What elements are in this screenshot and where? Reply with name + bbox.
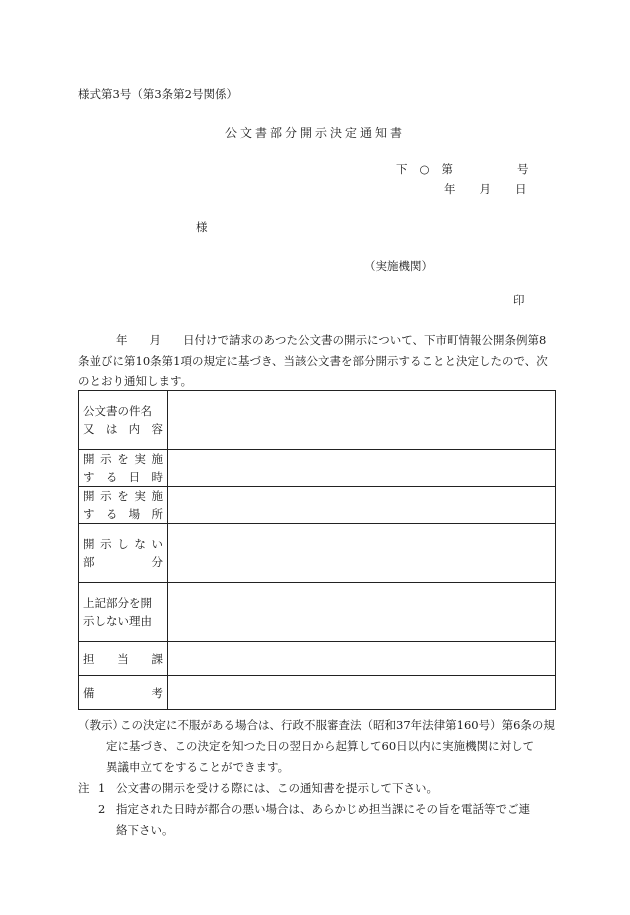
- label-line: [83, 420, 163, 438]
- notes-section: [78, 715, 558, 841]
- date-day: 日: [515, 182, 527, 196]
- label-char: る: [105, 470, 118, 484]
- recipient-honorific: 様: [196, 220, 208, 234]
- note-number: 2: [98, 802, 106, 816]
- label-department-in-charge: [79, 642, 168, 676]
- label-char: い: [151, 537, 163, 551]
- table-row: [79, 450, 556, 487]
- label-char: 当: [117, 651, 129, 666]
- instruction-line-3: 異議申立てをすることができます。: [106, 760, 290, 774]
- date-month: 月: [479, 182, 491, 196]
- label-char: 又: [83, 422, 95, 436]
- label-char: 容: [151, 422, 163, 436]
- table-row: [79, 676, 556, 710]
- reference-dai: 第: [441, 162, 454, 176]
- label-char: 備: [83, 685, 95, 700]
- label-char: を: [117, 489, 129, 503]
- value-document-subject[interactable]: [168, 391, 556, 450]
- instruction-head: （教示）: [78, 718, 124, 732]
- label-char: 部: [83, 555, 95, 569]
- label-char: は: [105, 422, 118, 436]
- label-char: 開: [83, 537, 95, 551]
- table-row: [79, 642, 556, 676]
- implementing-agency: （実施機関）: [364, 259, 433, 273]
- label-char: 施: [151, 452, 163, 466]
- table-row: [79, 391, 556, 450]
- label-char: 開: [83, 489, 95, 503]
- label-char: 所: [151, 507, 163, 521]
- label-char: 担: [83, 651, 95, 666]
- note-text-continued: 絡下さい。: [116, 823, 174, 837]
- label-char: 考: [151, 685, 163, 700]
- table-row: [79, 487, 556, 524]
- body-paragraph: [78, 330, 553, 392]
- label-char: す: [83, 470, 95, 484]
- seal-mark: 印: [513, 293, 525, 307]
- label-char: 実: [134, 452, 146, 466]
- label-char: 内: [128, 422, 141, 436]
- label-char: な: [134, 537, 146, 551]
- label-nondisclosure-reason: [79, 583, 168, 642]
- label-char: す: [83, 507, 95, 521]
- body-text: 日付けで請求のあつた公文書の開示について、下市町情報公開条例第8条並びに第10条第1項の規定に基づき、当該公文書を部分開示することと決定したので、次のとおり通知します。: [78, 333, 548, 388]
- label-char: 示: [100, 537, 112, 551]
- label-line: [83, 487, 163, 505]
- label-line: [83, 553, 163, 571]
- label-char: 時: [151, 470, 163, 484]
- label-char: 示: [100, 452, 112, 466]
- label-line: [83, 468, 163, 486]
- label-char: 実: [134, 489, 146, 503]
- label-undisclosed-part: [79, 524, 168, 583]
- label-char: し: [117, 537, 129, 551]
- value-disclosure-place[interactable]: [168, 487, 556, 524]
- label-line: 上記部分を開: [83, 596, 152, 610]
- value-nondisclosure-reason[interactable]: [168, 583, 556, 642]
- note-item-2: [78, 799, 558, 820]
- date-year: 年: [444, 182, 456, 196]
- note-item-1: [78, 778, 558, 799]
- note-mark: 注: [78, 781, 90, 795]
- label-char: 示: [100, 489, 112, 503]
- label-char: 場: [128, 507, 141, 521]
- label-line: [83, 505, 163, 523]
- note-mark-spacer: [78, 799, 98, 820]
- label-disclosure-place: [79, 487, 168, 524]
- value-disclosure-datetime[interactable]: [168, 450, 556, 487]
- note-text: 指定された日時が都合の悪い場合は、あらかじめ担当課にその旨を電話等でご連: [116, 802, 530, 816]
- instruction-line-1: この決定に不服がある場合は、行政不服審査法（昭和37年法律第160号）第6条の規: [120, 718, 555, 732]
- note-number: 1: [98, 781, 106, 795]
- label-char: 課: [151, 651, 163, 666]
- label-char: 日: [128, 470, 141, 484]
- reference-prefix: 下: [396, 162, 408, 176]
- label-line: [83, 684, 163, 702]
- issue-date: [444, 181, 527, 197]
- document-title: 公文書部分開示決定通知書: [224, 126, 405, 140]
- label-disclosure-datetime: [79, 450, 168, 487]
- label-line: [83, 535, 163, 553]
- form-number: 様式第3号（第3条第2号関係）: [78, 87, 238, 101]
- value-department-in-charge[interactable]: [168, 642, 556, 676]
- disclosure-table: [78, 390, 556, 710]
- label-remarks: [79, 676, 168, 710]
- label-document-subject: [79, 391, 168, 450]
- table-row: [79, 524, 556, 583]
- label-char: る: [105, 507, 118, 521]
- note-text: 公文書の開示を受ける際には、この通知書を提示して下さい。: [116, 781, 438, 795]
- label-char: 開: [83, 452, 95, 466]
- label-char: を: [117, 452, 129, 466]
- label-char: 施: [151, 489, 163, 503]
- reference-circle: ○: [419, 162, 430, 176]
- label-line: [83, 650, 163, 668]
- body-year: 年: [116, 333, 128, 347]
- label-line: [83, 450, 163, 468]
- reference-number: [396, 161, 529, 177]
- instruction-note: [78, 715, 558, 736]
- value-remarks[interactable]: [168, 676, 556, 710]
- body-month: 月: [149, 333, 161, 347]
- label-char: 分: [151, 555, 163, 569]
- value-undisclosed-part[interactable]: [168, 524, 556, 583]
- instruction-line-2: 定に基づき、この決定を知つた日の翌日から起算して60日以内に実施機関に対して: [106, 739, 535, 753]
- reference-go: 号: [517, 162, 529, 176]
- label-line: 公文書の件名: [83, 404, 152, 418]
- label-line: 示しない理由: [83, 614, 152, 628]
- table-row: [79, 583, 556, 642]
